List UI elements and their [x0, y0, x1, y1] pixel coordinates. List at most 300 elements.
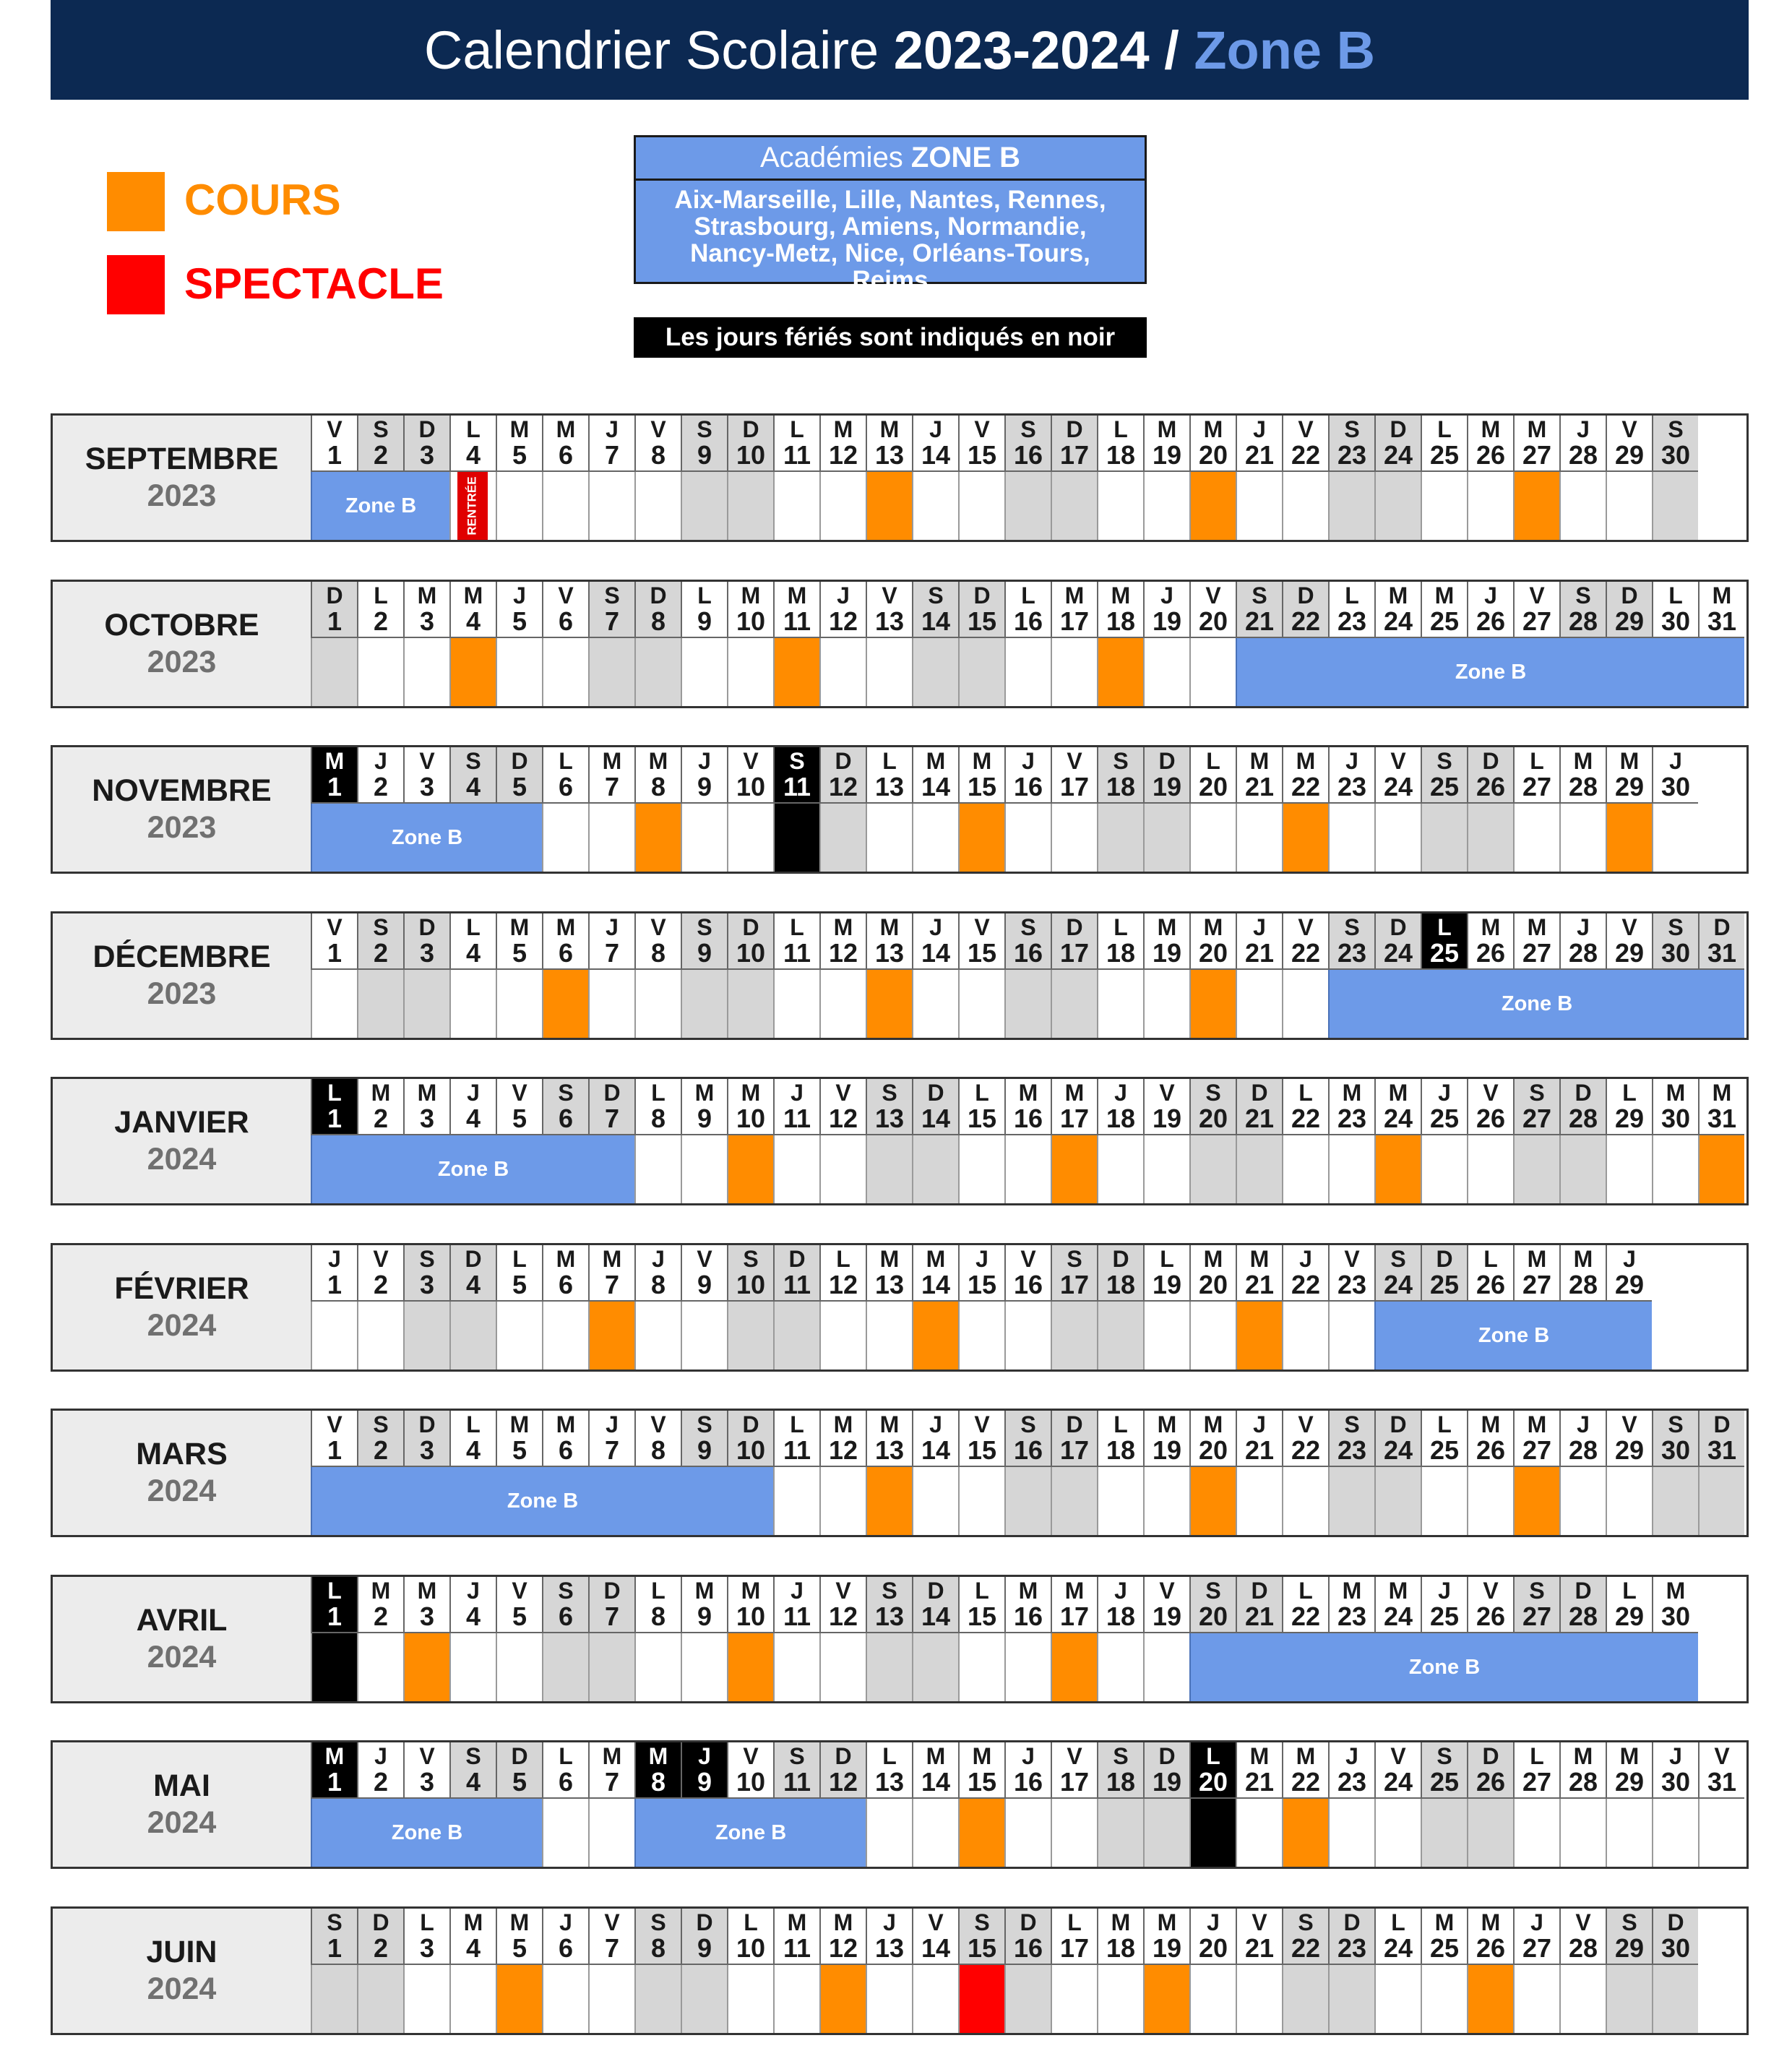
day-header: [1097, 1079, 1143, 1135]
day-number: 5: [512, 606, 527, 636]
day-header: [727, 582, 773, 638]
day-cell: [1097, 1467, 1143, 1535]
day-letter: M: [1666, 1578, 1686, 1604]
day-header: [1698, 1411, 1744, 1467]
day-header: [1698, 1742, 1744, 1799]
day-number: 6: [558, 1270, 574, 1299]
day-header: [1004, 1742, 1051, 1799]
day-cell: [819, 970, 866, 1038]
day-cell: [681, 804, 727, 872]
day-header: [1374, 913, 1421, 970]
day-header: [403, 1742, 449, 1799]
day-letter: M: [1203, 1246, 1223, 1272]
day-cell: [1189, 804, 1236, 872]
day-letter: L: [374, 582, 388, 609]
day-letter: J: [975, 1246, 988, 1272]
day-letter: L: [1391, 1909, 1405, 1935]
day-cell: [912, 472, 958, 540]
day-cell: [634, 1633, 681, 1701]
day-number: 8: [650, 772, 666, 801]
day-cell: [1143, 1467, 1189, 1535]
day-letter: M: [509, 1909, 530, 1935]
day-letter: J: [1669, 748, 1682, 774]
day-letter: J: [606, 416, 619, 442]
cours-day-cell: [1051, 1633, 1097, 1701]
day-cell: [1189, 638, 1236, 706]
day-header: [588, 913, 634, 970]
day-cell: [912, 1965, 958, 2033]
day-cell: [1559, 1799, 1606, 1867]
weekend-day-cell: [1143, 804, 1189, 872]
month-row: [51, 911, 1749, 1040]
day-number: 27: [1522, 772, 1552, 801]
day-cell: [1559, 804, 1606, 872]
day-letter: V: [1621, 914, 1637, 940]
day-header: [681, 747, 727, 804]
day-cell: [1328, 1302, 1374, 1370]
day-letter: S: [1575, 582, 1591, 609]
day-number: 29: [1614, 440, 1645, 470]
day-number: 23: [1337, 440, 1367, 470]
day-letter: S: [928, 582, 944, 609]
day-cell: [1652, 1135, 1698, 1203]
day-letter: S: [1390, 1246, 1406, 1272]
day-header: [773, 416, 819, 472]
day-header: [496, 416, 542, 472]
day-letter: S: [327, 1909, 343, 1935]
day-header: [357, 1742, 403, 1799]
day-header: [634, 1079, 681, 1135]
day-number: 1: [327, 1104, 343, 1133]
day-header: [1652, 416, 1698, 472]
day-header: [311, 1742, 357, 1799]
day-number: 12: [828, 1435, 858, 1465]
day-letter: J: [1669, 1743, 1682, 1769]
day-letter: S: [465, 1743, 481, 1769]
day-number: 1: [327, 1270, 343, 1299]
day-letter: M: [1157, 1909, 1177, 1935]
day-number: 19: [1152, 1435, 1182, 1465]
day-cell: [1513, 804, 1559, 872]
day-number: 28: [1568, 1270, 1598, 1299]
day-number: 20: [1198, 1933, 1228, 1963]
day-header: [634, 1245, 681, 1302]
day-letter: D: [418, 1411, 436, 1437]
day-number: 9: [697, 1767, 712, 1797]
day-number: 18: [1106, 1270, 1136, 1299]
day-cell: [496, 970, 542, 1038]
day-header: [1421, 1411, 1467, 1467]
day-letter: J: [1484, 582, 1497, 609]
day-number: 12: [828, 1933, 858, 1963]
spectacle-day-cell: [958, 1965, 1004, 2033]
day-letter: V: [1159, 1080, 1175, 1106]
day-number: 16: [1013, 1933, 1043, 1963]
day-letter: V: [1298, 416, 1314, 442]
day-header: [1559, 1411, 1606, 1467]
day-header: [1374, 1909, 1421, 1965]
day-letter: D: [788, 1246, 806, 1272]
day-letter: D: [465, 1246, 482, 1272]
day-header: [542, 1411, 588, 1467]
day-letter: V: [419, 748, 435, 774]
day-cell: [1097, 1633, 1143, 1701]
day-header: [403, 416, 449, 472]
day-number: 14: [921, 1767, 951, 1797]
day-number: 13: [874, 1933, 905, 1963]
day-number: 26: [1476, 938, 1506, 968]
day-header: [496, 582, 542, 638]
day-letter: V: [1298, 1411, 1314, 1437]
day-letter: D: [1482, 1743, 1499, 1769]
day-number: 27: [1522, 606, 1552, 636]
day-letter: V: [1298, 914, 1314, 940]
day-cell: [1236, 970, 1282, 1038]
day-header: [449, 1909, 496, 1965]
day-number: 9: [697, 1270, 712, 1299]
day-letter: S: [419, 1246, 435, 1272]
day-header: [1467, 1411, 1513, 1467]
day-cell: [773, 472, 819, 540]
day-header: [588, 1577, 634, 1633]
academies-title-zone: ZONE B: [910, 142, 1021, 173]
day-header: [1513, 1411, 1559, 1467]
day-header: [1143, 1245, 1189, 1302]
day-letter: J: [1623, 1246, 1636, 1272]
day-header: [1559, 1577, 1606, 1633]
day-number: 2: [373, 938, 389, 968]
day-header: [496, 1245, 542, 1302]
day-header: [496, 1577, 542, 1633]
day-header: [403, 1909, 449, 1965]
day-header: [1698, 582, 1744, 638]
day-header: [634, 1742, 681, 1799]
day-header: [1513, 747, 1559, 804]
day-header: [1467, 1577, 1513, 1633]
day-letter: M: [324, 748, 345, 774]
day-cell: [449, 1633, 496, 1701]
day-letter: M: [1342, 1080, 1362, 1106]
day-header: [912, 416, 958, 472]
day-letter: J: [791, 1080, 804, 1106]
day-number: 25: [1429, 1601, 1460, 1631]
day-header: [357, 1245, 403, 1302]
day-number: 30: [1660, 772, 1691, 801]
day-header: [588, 1079, 634, 1135]
day-number: 17: [1059, 440, 1090, 470]
day-cell: [819, 638, 866, 706]
day-number: 18: [1106, 1104, 1136, 1133]
day-number: 25: [1429, 1435, 1460, 1465]
weekend-day-cell: [1236, 1135, 1282, 1203]
day-letter: D: [742, 914, 759, 940]
month-label: [53, 582, 311, 706]
month-label: [53, 1742, 311, 1867]
day-cell: [1467, 472, 1513, 540]
day-header: [634, 1577, 681, 1633]
month-row: [51, 413, 1749, 542]
day-header: [1513, 913, 1559, 970]
weekend-day-cell: [1328, 472, 1374, 540]
day-header: [1143, 1079, 1189, 1135]
day-number: 25: [1429, 938, 1460, 968]
day-letter: V: [1529, 582, 1545, 609]
cours-day-cell: [1236, 1302, 1282, 1370]
day-header: [912, 1079, 958, 1135]
weekend-day-cell: [1189, 1135, 1236, 1203]
day-header: [681, 1577, 727, 1633]
day-letter: V: [327, 914, 343, 940]
day-letter: L: [975, 1578, 989, 1604]
day-letter: L: [466, 1411, 481, 1437]
day-header: [311, 416, 357, 472]
day-number: 13: [874, 1104, 905, 1133]
day-header: [1328, 1909, 1374, 1965]
day-number: 21: [1244, 440, 1275, 470]
day-cell: [542, 1799, 588, 1867]
day-letter: M: [879, 1411, 900, 1437]
day-header: [1051, 913, 1097, 970]
day-number: 24: [1383, 1767, 1413, 1797]
day-letter: S: [373, 914, 389, 940]
day-header: [1421, 1577, 1467, 1633]
day-number: 30: [1660, 1104, 1691, 1133]
weekend-day-cell: [819, 804, 866, 872]
day-number: 28: [1568, 606, 1598, 636]
day-number: 25: [1429, 440, 1460, 470]
day-number: 26: [1476, 1104, 1506, 1133]
day-header: [1374, 1742, 1421, 1799]
day-header: [727, 1411, 773, 1467]
day-header: [1652, 913, 1698, 970]
day-number: 3: [419, 1270, 435, 1299]
day-number: 3: [419, 1435, 435, 1465]
day-letter: J: [467, 1578, 480, 1604]
day-number: 3: [419, 1933, 435, 1963]
cours-day-cell: [1374, 1135, 1421, 1203]
day-header: [311, 1909, 357, 1965]
title-prefix: Calendrier Scolaire: [423, 20, 894, 80]
day-cell: [1421, 1135, 1467, 1203]
day-number: 17: [1059, 606, 1090, 636]
day-letter: V: [1020, 1246, 1036, 1272]
day-header: [311, 1577, 357, 1633]
month-year: 2024: [147, 1308, 217, 1343]
cours-day-cell: [542, 970, 588, 1038]
day-header: [819, 1742, 866, 1799]
day-number: 2: [373, 1933, 389, 1963]
day-number: 25: [1429, 606, 1460, 636]
month-name: MAI: [153, 1768, 210, 1803]
day-header: [1143, 913, 1189, 970]
day-header: [1097, 747, 1143, 804]
day-cell: [1559, 1467, 1606, 1535]
day-cell: [357, 638, 403, 706]
day-header: [727, 1742, 773, 1799]
weekend-day-cell: [1652, 472, 1698, 540]
day-letter: V: [373, 1246, 389, 1272]
day-cell: [1652, 804, 1698, 872]
day-number: 9: [697, 1435, 712, 1465]
day-header: [1236, 1577, 1282, 1633]
day-number: 26: [1476, 1270, 1506, 1299]
day-header: [357, 1909, 403, 1965]
day-header: [958, 1577, 1004, 1633]
day-letter: J: [929, 1411, 942, 1437]
day-letter: J: [1022, 748, 1035, 774]
day-letter: J: [1207, 1909, 1220, 1935]
day-header: [681, 1245, 727, 1302]
day-header: [496, 1411, 542, 1467]
day-number: 3: [419, 772, 435, 801]
day-letter: J: [1022, 1743, 1035, 1769]
day-cell: [1143, 1302, 1189, 1370]
day-cell: [496, 638, 542, 706]
day-header: [588, 1742, 634, 1799]
day-header: [449, 1577, 496, 1633]
day-header: [357, 913, 403, 970]
day-letter: D: [1713, 1411, 1731, 1437]
day-cell: [727, 638, 773, 706]
month-row: [51, 1077, 1749, 1205]
day-number: 5: [512, 1435, 527, 1465]
day-letter: M: [787, 1909, 807, 1935]
cours-day-cell: [1513, 472, 1559, 540]
weekend-day-cell: [1004, 970, 1051, 1038]
day-letter: L: [1113, 416, 1128, 442]
day-header: [1282, 1411, 1328, 1467]
day-letter: M: [417, 1578, 437, 1604]
day-number: 4: [465, 440, 481, 470]
day-header: [449, 416, 496, 472]
weekend-day-cell: [588, 1633, 634, 1701]
day-header: [1606, 913, 1652, 970]
day-letter: S: [1436, 1743, 1452, 1769]
day-number: 7: [604, 1767, 620, 1797]
day-letter: L: [559, 1743, 573, 1769]
day-number: 26: [1476, 1933, 1506, 1963]
day-header: [1559, 1742, 1606, 1799]
title-separator: /: [1149, 20, 1194, 80]
day-number: 4: [465, 938, 481, 968]
day-cell: [681, 638, 727, 706]
day-letter: M: [1157, 416, 1177, 442]
day-header: [1189, 1079, 1236, 1135]
day-letter: S: [558, 1578, 574, 1604]
day-cell: [1004, 804, 1051, 872]
month-year: 2024: [147, 1640, 217, 1674]
day-letter: J: [1253, 914, 1266, 940]
day-header: [1513, 1245, 1559, 1302]
day-letter: S: [1529, 1578, 1545, 1604]
day-number: 28: [1568, 1933, 1598, 1963]
day-letter: D: [1251, 1578, 1268, 1604]
month-year: 2023: [147, 645, 217, 679]
day-header: [1328, 913, 1374, 970]
day-header: [1051, 1577, 1097, 1633]
day-header: [819, 747, 866, 804]
day-number: 5: [512, 772, 527, 801]
day-number: 29: [1614, 606, 1645, 636]
day-number: 12: [828, 1601, 858, 1631]
day-letter: M: [1573, 748, 1593, 774]
day-cell: [1097, 970, 1143, 1038]
day-letter: M: [879, 1246, 900, 1272]
day-header: [1097, 1411, 1143, 1467]
weekend-day-cell: [1051, 472, 1097, 540]
day-header: [1513, 1909, 1559, 1965]
day-number: 11: [783, 1435, 811, 1465]
day-cell: [1004, 1633, 1051, 1701]
day-header: [1282, 1079, 1328, 1135]
holiday-day-cell: [311, 1633, 357, 1701]
day-header: [542, 1577, 588, 1633]
day-letter: M: [556, 1411, 576, 1437]
day-letter: V: [327, 416, 343, 442]
day-header: [1189, 582, 1236, 638]
day-header: [866, 1909, 912, 1965]
day-header: [958, 913, 1004, 970]
day-header: [449, 913, 496, 970]
vacation-bar: Zone B: [1189, 1633, 1698, 1701]
day-header: [1606, 1742, 1652, 1799]
day-letter: J: [1299, 1246, 1312, 1272]
day-cell: [1097, 472, 1143, 540]
day-header: [634, 1909, 681, 1965]
month-row: [51, 580, 1749, 708]
day-letter: V: [1390, 748, 1406, 774]
day-cell: [1328, 1799, 1374, 1867]
day-number: 21: [1244, 1270, 1275, 1299]
day-number: 6: [558, 1435, 574, 1465]
month-label: [53, 913, 311, 1038]
day-letter: M: [1481, 416, 1501, 442]
day-number: 27: [1522, 1933, 1552, 1963]
weekend-day-cell: [1421, 1799, 1467, 1867]
day-number: 24: [1383, 772, 1413, 801]
day-number: 4: [465, 1767, 481, 1797]
day-header: [912, 1742, 958, 1799]
day-number: 22: [1291, 1104, 1321, 1133]
weekend-day-cell: [1051, 970, 1097, 1038]
day-letter: S: [697, 914, 712, 940]
day-number: 2: [373, 772, 389, 801]
day-letter: J: [883, 1909, 896, 1935]
day-cell: [1374, 1965, 1421, 2033]
day-number: 4: [465, 772, 481, 801]
day-letter: M: [463, 1909, 483, 1935]
day-letter: V: [743, 1743, 759, 1769]
weekend-day-cell: [1282, 1965, 1328, 2033]
day-header: [634, 416, 681, 472]
day-number: 1: [327, 1601, 343, 1631]
day-number: 19: [1152, 1104, 1182, 1133]
month-name: MARS: [136, 1437, 228, 1471]
day-header: [912, 1411, 958, 1467]
day-letter: J: [1253, 416, 1266, 442]
day-cell: [542, 472, 588, 540]
day-cell: [958, 1302, 1004, 1370]
day-number: 15: [967, 440, 997, 470]
cours-day-cell: [496, 1965, 542, 2033]
day-number: 13: [874, 440, 905, 470]
day-letter: S: [1020, 914, 1036, 940]
day-letter: M: [1249, 1743, 1270, 1769]
day-header: [1004, 416, 1051, 472]
day-letter: J: [513, 582, 526, 609]
day-number: 5: [512, 1601, 527, 1631]
day-cell: [866, 638, 912, 706]
